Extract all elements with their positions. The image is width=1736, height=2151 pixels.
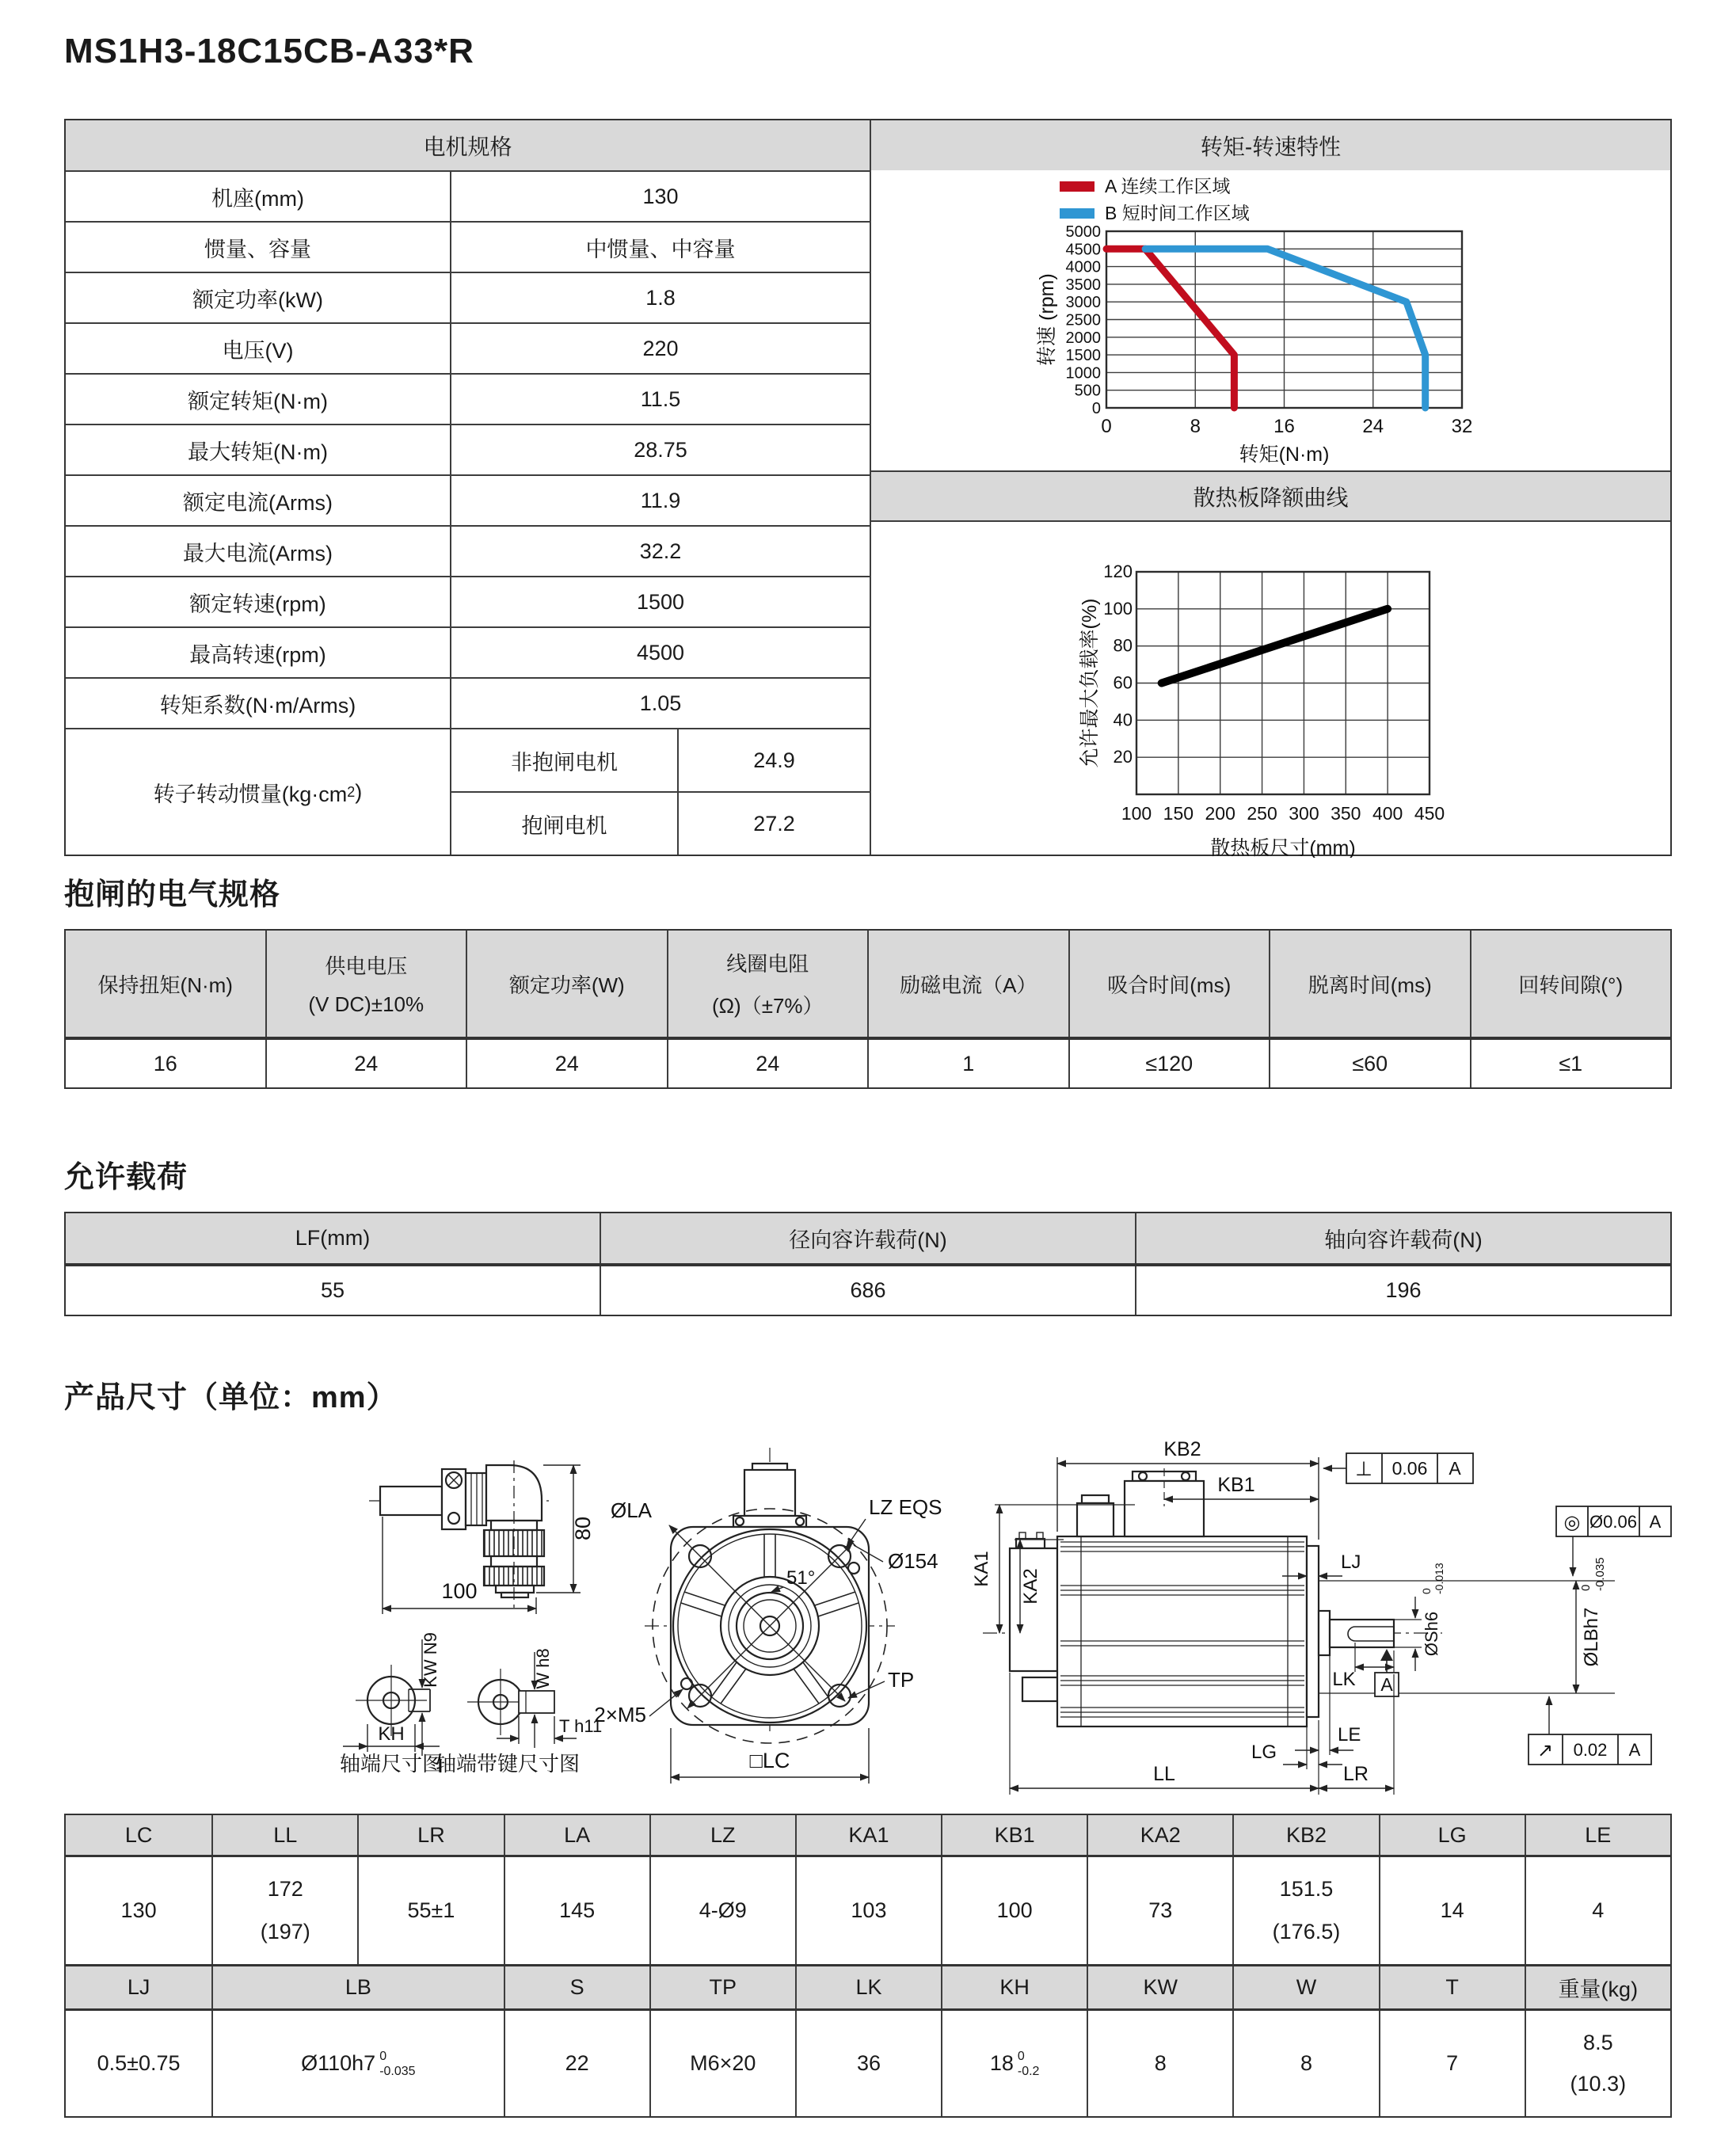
spec-label: 机座(mm) [66,172,451,221]
spec-value: 11.9 [640,488,681,512]
spec-row [66,221,870,272]
dim-header-cell: LR [357,1815,503,1855]
dim-value-cell: 18 0 -0.2 [941,2011,1087,2116]
dim-header-cell: KW [1087,1966,1232,2008]
lk-label: LK [1332,1669,1356,1690]
torque-chart-header: 转矩-转速特性 [871,120,1670,170]
t-dim-label: T h11 [559,1716,603,1736]
conc-value: Ø0.06 [1589,1512,1637,1532]
spec-value: 28.75 [634,437,687,462]
spec-value: 130 [642,184,679,208]
dim-value-cell: 7 [1379,2011,1525,2116]
brake-value-cell: 1 [867,1040,1068,1087]
kb1-label: KB1 [1217,1474,1255,1496]
w-dim-label: W h8 [533,1648,553,1689]
shaft-dia-tol-top: 0 [1420,1588,1433,1594]
kh-dim-label: KH [378,1723,405,1745]
derating-chart-wrap [871,522,1670,858]
spec-row [66,272,870,322]
motor-spec-rows [66,170,870,728]
connector-width-dim: 100 [441,1579,478,1603]
dim-header-cell: T [1379,1966,1525,2008]
svg-text:150: 150 [1163,803,1194,824]
shaft-dia-base: ØSh6 [1422,1611,1441,1657]
dim-value-cell: 172 (197) [211,1857,357,1964]
dim-table1-head [66,1815,1670,1855]
ll-label: LL [1153,1763,1175,1785]
load-header-cell: 径向容许载荷(N) [600,1213,1135,1263]
dim-header-cell: LJ [127,1975,150,1999]
dim-value-cell: 8 [1087,2011,1232,2116]
spec-value: 32.2 [639,539,682,563]
svg-text:4000: 4000 [1065,258,1101,276]
dim-header-cell: LE [1525,1815,1670,1855]
la-dim-label: ØLA [610,1498,652,1522]
spec-row [66,626,870,677]
load-table [64,1212,1672,1316]
lg-label: LG [1251,1742,1277,1763]
svg-text:200: 200 [1205,803,1235,824]
brake-value-cell: 24 [667,1040,868,1087]
conc-datum: A [1649,1512,1662,1532]
brake-header-cell: 供电电压 (V DC)±10% [265,931,466,1037]
dim-header-cell: KA2 [1087,1815,1232,1855]
svg-text:120: 120 [1103,562,1133,581]
shaft-end-key-caption: 轴端带键尺寸图 [435,1752,581,1776]
dim-header-cell: LC [124,1822,153,1847]
load-value-cell: 686 [600,1266,1135,1315]
svg-text:1000: 1000 [1065,364,1101,383]
datum-a-label: A [1380,1674,1393,1695]
spec-row [66,576,870,626]
svg-text:300: 300 [1289,803,1319,824]
spec-label: 电压(V) [66,324,451,373]
perp-datum: A [1449,1458,1461,1479]
spec-row [66,424,870,474]
spec-value: 220 [642,336,679,360]
svg-text:3000: 3000 [1065,294,1101,312]
brake-value-cell: ≤120 [1068,1040,1270,1087]
spec-label: 最高转速(rpm) [66,628,451,677]
inertia-sublabel: 抱闸电机 [451,793,679,855]
brake-header-cell: 吸合时间(ms) [1068,931,1270,1037]
brake-header-cell: 额定功率(W) [466,931,667,1037]
spec-label: 最大转矩(N·m) [66,425,451,474]
shaft-end-key-drawing [436,1648,602,1776]
derating-chart-header: 散热板降额曲线 [871,470,1670,522]
dim-header-cell: KA1 [795,1815,941,1855]
spec-row [66,322,870,373]
svg-text:2500: 2500 [1065,311,1101,329]
brake-table-head [66,931,1670,1037]
brake-value-cell: 24 [466,1040,667,1087]
brake-value-cell: 16 [153,1051,177,1076]
dim-value-cell: 130 [120,1898,157,1922]
dim-value-cell: 145 [504,1857,649,1964]
brake-header-cell: 励磁电流（A） [867,931,1068,1037]
dim-value-cell: M6×20 [649,2011,795,2116]
spec-label: 额定功率(kW) [66,273,451,322]
heatsink-derating-chart [871,522,1670,858]
shaft-dia-tol-bot: -0.013 [1433,1563,1445,1594]
spec-value: 4500 [636,640,685,664]
dim-value-cell: 55±1 [357,1857,503,1964]
svg-text:转矩(N·m): 转矩(N·m) [1239,444,1330,466]
svg-text:20: 20 [1113,747,1133,767]
dim-value-cell: 0.5±0.75 [97,2051,181,2075]
svg-text:0: 0 [1091,400,1101,417]
svg-text:350: 350 [1331,803,1361,824]
lj-label: LJ [1341,1551,1361,1573]
spec-value: 1.05 [639,691,682,715]
dia154-label: Ø154 [888,1549,938,1573]
brake-section-title: 抱闸的电气规格 [64,878,281,912]
svg-text:100: 100 [1103,598,1133,619]
spec-label: 额定电流(Arms) [66,476,451,525]
svg-text:100: 100 [1121,803,1152,824]
inertia-subrow [451,729,870,791]
svg-text:80: 80 [1113,635,1133,656]
dim-header-cell: S [504,1966,649,2008]
load-section-title: 允许载荷 [64,1161,188,1194]
runout-symbol: ↗ [1536,1740,1554,1761]
svg-text:A 连续工作区域: A 连续工作区域 [1105,176,1231,196]
dim-table2-head [66,1964,1670,2008]
motor-side-view [971,1441,1671,1795]
dim-value-cell: 151.5 (176.5) [1232,1857,1378,1964]
dim-value-cell: Ø110h7 0 -0.035 [211,2011,503,2116]
dim-value-cell: 4 [1525,1857,1670,1964]
lb-dim-tol-top: 0 [1579,1584,1593,1591]
dim-value-cell: 8.5 (10.3) [1525,2011,1670,2116]
dim-header-cell: TP [649,1966,795,2008]
m5-label: 2×M5 [594,1703,646,1727]
svg-text:散热板尺寸(mm): 散热板尺寸(mm) [1210,837,1356,858]
svg-text:3500: 3500 [1065,276,1101,294]
runout-value: 0.02 [1573,1740,1608,1760]
dim-table1-values [66,1855,1670,1964]
inertia-label-tail: ) [355,779,363,804]
inertia-subvalue: 27.2 [753,811,795,836]
spec-row [66,525,870,576]
spec-label: 最大电流(Arms) [66,527,451,576]
dim-header-cell: W [1232,1966,1378,2008]
spec-label: 转矩系数(N·m/Arms) [66,679,451,728]
dim-value-cell: 73 [1087,1857,1232,1964]
load-table-head [66,1213,1670,1263]
dim-header-cell: KB2 [1232,1815,1378,1855]
dim-header-cell: KB1 [941,1815,1087,1855]
svg-text:8: 8 [1190,416,1201,437]
svg-text:16: 16 [1273,416,1295,437]
load-table-values [66,1263,1670,1315]
spec-row [66,677,870,728]
dim-value-cell: 4-Ø9 [649,1857,795,1964]
brake-value-cell: 24 [265,1040,466,1087]
runout-datum: A [1628,1740,1641,1760]
motor-spec-header: 电机规格 [66,120,870,170]
ka1-label: KA1 [971,1551,992,1587]
conc-symbol: ◎ [1563,1512,1581,1533]
spec-row [66,474,870,525]
connector-height-dim: 80 [571,1516,595,1541]
load-value-cell: 55 [320,1278,345,1302]
svg-text:5000: 5000 [1065,223,1101,241]
svg-text:60: 60 [1113,672,1133,693]
svg-text:2000: 2000 [1065,329,1101,347]
page-title: MS1H3-18C15CB-A33*R [64,32,474,70]
dim-header-cell: LL [211,1815,357,1855]
motor-spec-left [66,120,870,855]
lc-dim-label: □LC [749,1749,790,1772]
inertia-label-sup: 2 [347,783,356,800]
svg-text:250: 250 [1247,803,1277,824]
spec-row [66,373,870,424]
dim-header-cell: LG [1379,1815,1525,1855]
dim-header-cell: LK [795,1966,941,2008]
svg-text:0: 0 [1101,416,1112,437]
lb-dim-base: ØLBh7 [1581,1607,1602,1667]
spec-value: 11.5 [640,386,681,411]
brake-header-cell: 脱离时间(ms) [1269,931,1470,1037]
dim-value-cell: 14 [1379,1857,1525,1964]
dim-header-cell: LA [504,1815,649,1855]
dim-table2-values [66,2008,1670,2116]
svg-text:400: 400 [1372,803,1403,824]
perp-symbol: ⊥ [1355,1458,1372,1480]
dims-section-title: 产品尺寸（单位：mm） [64,1381,398,1414]
shaft-end-caption: 轴端尺寸图 [339,1752,444,1776]
lr-label: LR [1343,1763,1369,1785]
lb-dim-tol-bot: -0.035 [1593,1557,1607,1591]
spec-value: 1.8 [645,285,676,310]
svg-text:32: 32 [1451,416,1473,437]
dim-value-cell: 100 [941,1857,1087,1964]
spec-value: 1500 [636,589,685,614]
inertia-subrow [451,791,870,855]
perp-value: 0.06 [1391,1458,1428,1479]
svg-text:450: 450 [1414,803,1445,824]
charts-panel [870,120,1670,858]
motor-front-view [594,1448,942,1784]
lz-dim-label: LZ EQS [869,1495,942,1519]
load-value-cell: 196 [1135,1266,1670,1315]
shaft-end-drawing [340,1632,443,1776]
dim-value-cell: 22 [504,2011,649,2116]
spec-value: 中惯量、中容量 [585,237,736,261]
svg-text:500: 500 [1074,382,1101,400]
dim-header-cell: KH [941,1966,1087,2008]
inertia-label [66,729,451,855]
motor-spec-table [64,119,1672,856]
spec-label: 惯量、容量 [66,223,451,272]
torque-speed-chart [871,170,1670,470]
dim-value-cell: 103 [795,1857,941,1964]
dim-value-cell: 8 [1232,2011,1378,2116]
brake-table-values [66,1037,1670,1087]
dim-header-cell: LB [211,1966,503,2008]
svg-text:允许最大负载率(%): 允许最大负载率(%) [1079,598,1101,768]
dim-header-cell: 重量(kg) [1525,1966,1670,2008]
kw-dim-label: KW N9 [421,1632,440,1688]
svg-text:24: 24 [1362,416,1384,437]
dimension-drawings [64,1441,1672,1810]
tp-label: TP [888,1668,915,1692]
inertia-sublabel: 非抱闸电机 [451,729,679,791]
kb2-label: KB2 [1163,1441,1201,1460]
inertia-subvalue: 24.9 [753,748,795,772]
torque-chart-wrap [871,170,1670,470]
svg-text:B 短时间工作区域: B 短时间工作区域 [1105,203,1250,223]
svg-text:转速 (rpm): 转速 (rpm) [1036,273,1058,366]
connector-drawing [369,1460,595,1614]
brake-spec-table [64,929,1672,1089]
brake-header-cell: 线圈电阻 (Ω)（±7%） [667,931,868,1037]
spec-label: 额定转速(rpm) [66,577,451,626]
spec-row [66,170,870,221]
le-label: LE [1338,1724,1361,1746]
brake-header-cell: 保持扭矩(N·m) [97,973,233,997]
brake-header-cell: 回转间隙(°) [1470,931,1671,1037]
inertia-label-base: 转子转动惯量(kg·cm [153,782,348,806]
inertia-row [66,728,870,855]
spec-label: 额定转矩(N·m) [66,375,451,424]
load-header-cell: 轴向容许载荷(N) [1135,1213,1670,1263]
ka2-label: KA2 [1020,1568,1041,1605]
svg-text:40: 40 [1113,710,1133,730]
svg-text:4500: 4500 [1065,241,1101,259]
brake-value-cell: ≤1 [1470,1040,1671,1087]
dim-header-cell: LZ [649,1815,795,1855]
load-header-cell: LF(mm) [295,1226,371,1250]
angle-label: 51° [786,1567,816,1589]
dimension-tables [64,1814,1672,2118]
dim-value-cell: 36 [795,2011,941,2116]
brake-value-cell: ≤60 [1269,1040,1470,1087]
svg-text:1500: 1500 [1065,347,1101,365]
